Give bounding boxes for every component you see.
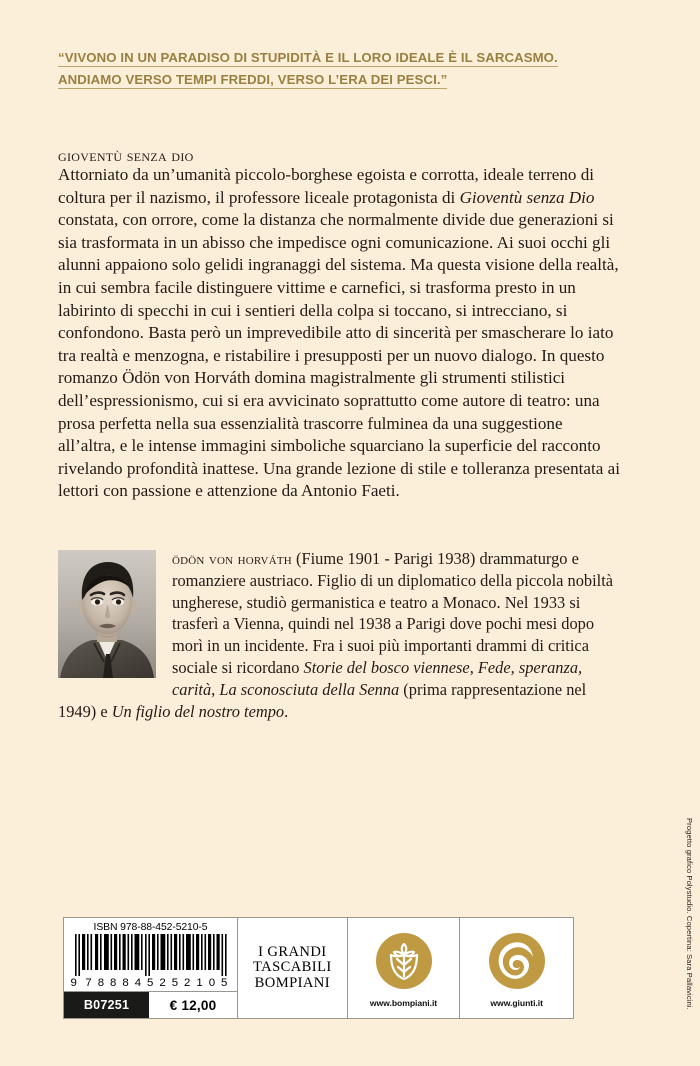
- barcode-digit: 4: [134, 977, 142, 989]
- barcode-digit: 5: [147, 977, 154, 989]
- giunti-url[interactable]: www.giunti.it: [490, 997, 543, 1008]
- author-name: ödön von horváth: [172, 549, 292, 568]
- barcode-digit: 0: [208, 977, 216, 989]
- barcode-digit: 2: [184, 977, 191, 989]
- imprint-line-1: I GRANDI: [258, 943, 327, 960]
- barcode-digit: 8: [97, 977, 105, 989]
- book-blurb: [58, 164, 624, 503]
- pull-quote: [58, 48, 618, 91]
- imprint-panel: [238, 918, 348, 1018]
- author-portrait: [58, 550, 156, 678]
- giunti-logo-icon: [489, 933, 545, 989]
- bompiani-panel: [348, 918, 461, 1018]
- barcode-digit: 5: [171, 977, 179, 989]
- barcode-digit: 7: [85, 977, 92, 989]
- bio-separator-1: ,: [469, 657, 478, 677]
- imprint-line-3: BOMPIANI: [254, 974, 331, 991]
- giunti-panel: [460, 918, 573, 1018]
- author-work-4: Un figlio del nostro tempo: [111, 701, 285, 721]
- barcode-digit: 2: [159, 977, 166, 989]
- barcode-digit-lead: 9: [70, 977, 78, 989]
- pull-quote-line-1: “VIVONO IN UN PARADISO DI STUPIDITÀ E IL LORO IDEALE È IL SARCASMO.: [58, 50, 558, 65]
- barcode-digit: 8: [110, 977, 117, 989]
- imprint-name: [253, 945, 332, 992]
- author-work-2: Fede, speranza, carità: [172, 657, 583, 699]
- barcode-digits: [71, 977, 231, 991]
- bottom-bar: [63, 917, 574, 1019]
- barcode-digits-right: [157, 977, 231, 989]
- price-label: € 12,00: [169, 997, 217, 1013]
- bio-separator-2: ,: [211, 679, 220, 699]
- blurb-text-part-1: Attorniato da un’umanità piccolo-borghese egoista e corrotta, ideale terreno di coltura per il nazismo, il professore liceale protagonista di: [58, 165, 595, 207]
- barcode-digit: 1: [196, 977, 203, 989]
- isbn-label: ISBN 978-88-452-5210-5: [93, 922, 208, 933]
- author-bio-part-2: (prima rappresentazione nel 1949) e: [58, 679, 587, 721]
- book-title: gioventù senza dio: [58, 146, 194, 165]
- code-price-row: [64, 991, 237, 1018]
- blurb-title-italic: Gioventù senza Dio: [459, 187, 595, 207]
- barcode-digit: 5: [221, 977, 228, 989]
- blurb-text-part-2: constata, con orrore, come la distanza che normalmente divide due generazioni si sia trasformata in un abisso che impedisce ogni comunicazione. Ai suoi occhi gli alunni appaiono solo gelidi ingranaggi del sistema. Ma questa visione della realtà, in cui sembra facile distinguere vittime e carnefici, si trasforma presto in un labirinto di specchi in cui i sentieri della colpa si toccano, si intrecciano, si confondono. Basta però un imprevedibile atto di sincerità per smascherare lo iato tra realtà e menzogna, e ristabilire i presupposti per un nuovo dialogo. In questo romanzo Ödön von Horváth domina magistralmente gli strumenti stilistici dell’espressionismo, cui si era avvicinato soprattutto come autore di teatro: una prosa perfetta nella sua essenzialità trascorre fulminea da una suggestione all’altra, e le intense immagini simboliche squarciano la superficie del racconto rivelando profondità inattese. Una grande lezione di stile e tolleranza presentata ai lettori con passione e attenzione da Antonio Faeti.: [58, 210, 620, 501]
- barcode-digit: 8: [122, 977, 129, 989]
- author-work-1: Storie del bosco viennese: [303, 657, 470, 677]
- barcode-graphic: [64, 934, 237, 991]
- author-bio: [58, 548, 624, 722]
- barcode-panel: [64, 918, 238, 1018]
- imprint-line-2: TASCABILI: [253, 959, 332, 976]
- bompiani-url[interactable]: www.bompiani.it: [369, 997, 438, 1008]
- author-work-3: La sconosciuta della Senna: [219, 679, 400, 699]
- bompiani-logo-icon: [376, 933, 432, 989]
- barcode-digits-left: [83, 977, 157, 989]
- product-code: B07251: [64, 992, 149, 1018]
- author-bio-end: .: [284, 701, 289, 721]
- design-credit: Progetto grafico Polystudio. Copertina: Sara Pallavicini.: [685, 818, 694, 1010]
- pull-quote-line-2: ANDIAMO VERSO TEMPI FREDDI, VERSO L’ERA DEI PESCI.”: [58, 71, 448, 87]
- author-bio-part-1: (Fiume 1901 - Parigi 1938) drammaturgo e romanziere austriaco. Figlio di un diplomatico della piccola nobiltà ungherese, studiò germanistica e teatro a Monaco. Nel 1933 si trasferì a Vienna, quindi nel 1938 a Parigi dove pochi mesi dopo morì in un incidente. Fra i suoi più importanti drammi di critica sociale si ricordano: [172, 549, 614, 677]
